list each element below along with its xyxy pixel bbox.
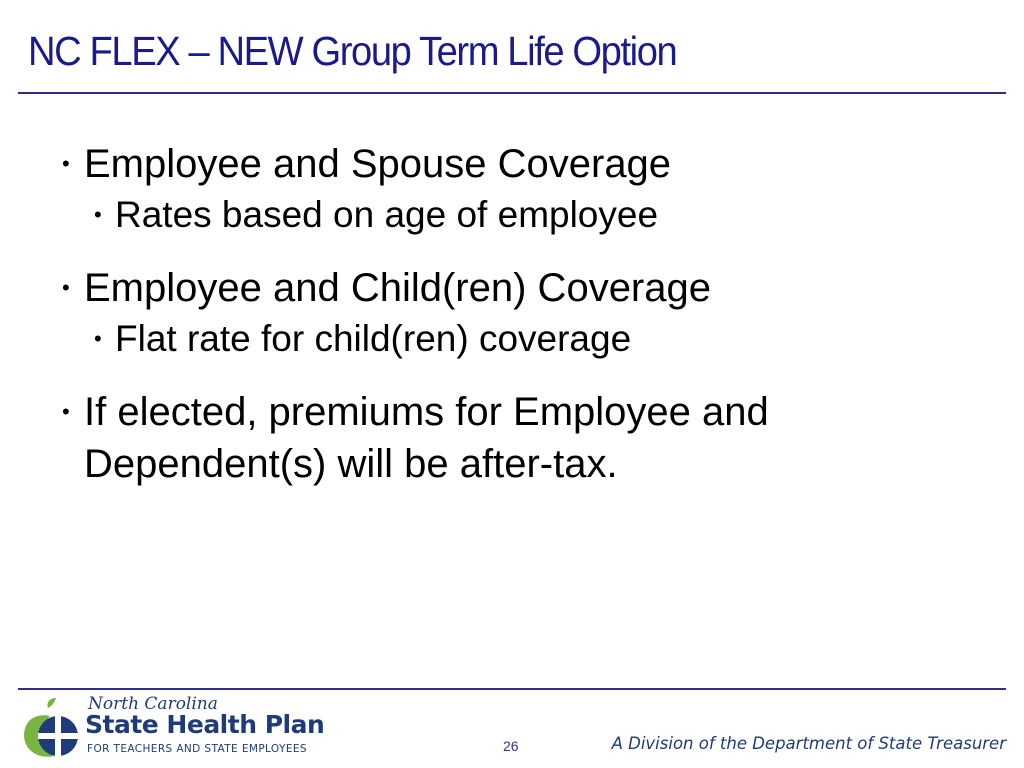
sub-bullet-text: Rates based on age of employee [115, 194, 659, 235]
logo-main-text: State Health Plan [85, 710, 325, 739]
bullet-dot: • [62, 399, 70, 424]
title-divider [18, 92, 1006, 94]
logo-sub-text: FOR TEACHERS AND STATE EMPLOYEES [87, 743, 307, 755]
bullet-item [60, 262, 960, 314]
bullet-text: Employee and Spouse Coverage [84, 142, 672, 186]
bullet-item [60, 386, 904, 490]
slide-title: NC FLEX – NEW Group Term Life Option [28, 28, 677, 74]
state-health-plan-logo [18, 694, 325, 760]
bullet-text: If elected, premiums for Employee and Dependent(s) will be after-tax. [84, 390, 769, 486]
page-number: 26 [503, 738, 519, 754]
logo-script-text: North Carolina [88, 694, 218, 714]
bullet-text: Employee and Child(ren) Coverage [84, 266, 711, 310]
bullet-dot: • [94, 202, 102, 227]
sub-bullet-item [60, 314, 960, 364]
bullet-dot: • [94, 326, 102, 351]
sub-bullet-text: Flat rate for child(ren) coverage [115, 318, 632, 359]
apple-globe-emblem-icon [18, 698, 80, 760]
sub-bullet-item [60, 190, 960, 240]
bullet-dot: • [62, 275, 70, 300]
footer-divider [18, 688, 1006, 690]
bullet-dot: • [62, 151, 70, 176]
bullet-item [60, 138, 960, 190]
bullet-list [60, 138, 960, 490]
division-text: A Division of the Department of State Treasurer [611, 734, 1006, 753]
